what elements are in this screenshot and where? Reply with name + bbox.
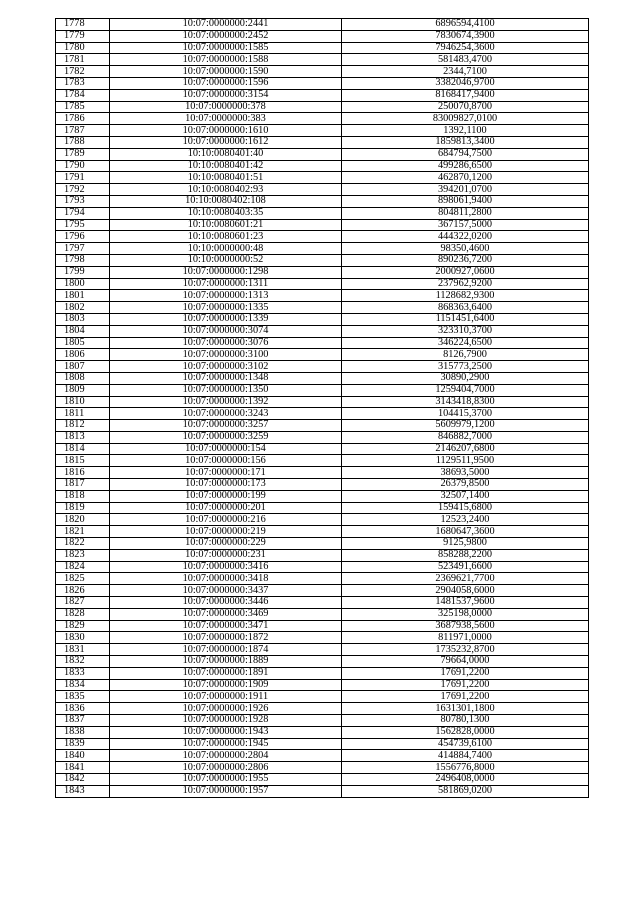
value-cell: 444322,0200 [342,231,589,243]
value-cell: 858288,2200 [342,549,589,561]
table-row [56,30,589,42]
value-cell: 454739,6100 [342,738,589,750]
row-number-cell: 1840 [56,750,110,762]
cadastral-number-cell: 10:07:0000000:1590 [110,66,342,78]
row-number-cell: 1796 [56,231,110,243]
row-number-cell: 1806 [56,349,110,361]
table-body [56,19,589,798]
table-row [56,148,589,160]
value-cell: 2000927,0600 [342,266,589,278]
cadastral-number-cell: 10:07:0000000:156 [110,455,342,467]
row-number-cell: 1801 [56,290,110,302]
table-row [56,254,589,266]
table-row [56,42,589,54]
row-number-cell: 1810 [56,396,110,408]
cadastral-number-cell: 10:07:0000000:3102 [110,361,342,373]
table-row [56,431,589,443]
value-cell: 315773,2500 [342,361,589,373]
row-number-cell: 1807 [56,361,110,373]
cadastral-number-cell: 10:07:0000000:1911 [110,691,342,703]
value-cell: 7946254,3600 [342,42,589,54]
cadastral-number-cell: 10:07:0000000:3437 [110,585,342,597]
value-cell: 237962,9200 [342,278,589,290]
value-cell: 8126,7900 [342,349,589,361]
cadastral-number-cell: 10:07:0000000:1348 [110,372,342,384]
table-row [56,219,589,231]
table-row [56,195,589,207]
row-number-cell: 1813 [56,431,110,443]
value-cell: 250070,8700 [342,101,589,113]
value-cell: 2146207,6800 [342,443,589,455]
table-row [56,231,589,243]
row-number-cell: 1780 [56,42,110,54]
table-row [56,467,589,479]
cadastral-number-cell: 10:07:0000000:199 [110,490,342,502]
cadastral-number-cell: 10:07:0000000:1339 [110,313,342,325]
row-number-cell: 1824 [56,561,110,573]
value-cell: 898061,9400 [342,195,589,207]
cadastral-number-cell: 10:07:0000000:3100 [110,349,342,361]
cadastral-number-cell: 10:10:0080401:51 [110,172,342,184]
value-cell: 581483,4700 [342,54,589,66]
table-row [56,667,589,679]
table-row [56,184,589,196]
row-number-cell: 1826 [56,585,110,597]
table-row [56,89,589,101]
row-number-cell: 1793 [56,195,110,207]
table-row [56,54,589,66]
value-cell: 394201,0700 [342,184,589,196]
table-row [56,349,589,361]
cadastral-number-cell: 10:10:0000000:48 [110,243,342,255]
value-cell: 2496408,0000 [342,774,589,786]
row-number-cell: 1820 [56,514,110,526]
table-row [56,490,589,502]
row-number-cell: 1836 [56,703,110,715]
row-number-cell: 1803 [56,313,110,325]
cadastral-number-cell: 10:10:0080601:21 [110,219,342,231]
table-row [56,620,589,632]
value-cell: 7830674,3900 [342,30,589,42]
row-number-cell: 1787 [56,125,110,137]
cadastral-number-cell: 10:07:0000000:1588 [110,54,342,66]
row-number-cell: 1788 [56,136,110,148]
row-number-cell: 1830 [56,632,110,644]
value-cell: 1259404,7000 [342,384,589,396]
table-row [56,738,589,750]
cadastral-number-cell: 10:07:0000000:216 [110,514,342,526]
row-number-cell: 1817 [56,479,110,491]
row-number-cell: 1811 [56,408,110,420]
value-cell: 38693,5000 [342,467,589,479]
cadastral-number-cell: 10:07:0000000:171 [110,467,342,479]
row-number-cell: 1809 [56,384,110,396]
row-number-cell: 1818 [56,490,110,502]
cadastral-number-cell: 10:07:0000000:3154 [110,89,342,101]
cadastral-number-cell: 10:07:0000000:173 [110,479,342,491]
value-cell: 1151451,6400 [342,313,589,325]
table-row [56,77,589,89]
cadastral-number-cell: 10:07:0000000:3243 [110,408,342,420]
value-cell: 3143418,8300 [342,396,589,408]
value-cell: 98350,4600 [342,243,589,255]
value-cell: 1556776,8000 [342,762,589,774]
table-row [56,408,589,420]
value-cell: 684794,7500 [342,148,589,160]
value-cell: 26379,8500 [342,479,589,491]
value-cell: 3382046,9700 [342,77,589,89]
cadastral-number-cell: 10:07:0000000:2441 [110,19,342,31]
row-number-cell: 1823 [56,549,110,561]
cadastral-number-cell: 10:07:0000000:378 [110,101,342,113]
row-number-cell: 1804 [56,325,110,337]
value-cell: 32507,1400 [342,490,589,502]
cadastral-number-cell: 10:07:0000000:1612 [110,136,342,148]
row-number-cell: 1792 [56,184,110,196]
value-cell: 1128682,9300 [342,290,589,302]
cadastral-number-cell: 10:10:0080401:42 [110,160,342,172]
table-row [56,113,589,125]
table-row [56,396,589,408]
value-cell: 323310,3700 [342,325,589,337]
table-row [56,538,589,550]
table-row [56,479,589,491]
table-row [56,715,589,727]
row-number-cell: 1832 [56,656,110,668]
row-number-cell: 1795 [56,219,110,231]
value-cell: 804811,2800 [342,207,589,219]
cadastral-number-cell: 10:07:0000000:3257 [110,420,342,432]
value-cell: 8168417,9400 [342,89,589,101]
cadastral-number-cell: 10:07:0000000:3076 [110,337,342,349]
table-row [56,455,589,467]
row-number-cell: 1816 [56,467,110,479]
cadastral-number-cell: 10:07:0000000:1610 [110,125,342,137]
value-cell: 1481537,9600 [342,597,589,609]
cadastral-number-cell: 10:07:0000000:1943 [110,726,342,738]
row-number-cell: 1821 [56,526,110,538]
row-number-cell: 1842 [56,774,110,786]
table-row [56,243,589,255]
value-cell: 3687938,5600 [342,620,589,632]
table-row [56,585,589,597]
table-row [56,207,589,219]
table-row [56,750,589,762]
row-number-cell: 1833 [56,667,110,679]
cadastral-number-cell: 10:07:0000000:1311 [110,278,342,290]
row-number-cell: 1808 [56,372,110,384]
cadastral-number-cell: 10:07:0000000:3259 [110,431,342,443]
table-row [56,313,589,325]
row-number-cell: 1812 [56,420,110,432]
row-number-cell: 1785 [56,101,110,113]
table-row [56,443,589,455]
value-cell: 6896594,4100 [342,19,589,31]
value-cell: 12523,2400 [342,514,589,526]
table-row [56,703,589,715]
value-cell: 104415,3700 [342,408,589,420]
value-cell: 846882,7000 [342,431,589,443]
row-number-cell: 1814 [56,443,110,455]
row-number-cell: 1802 [56,302,110,314]
value-cell: 367157,5000 [342,219,589,231]
table-row [56,526,589,538]
value-cell: 2904058,6000 [342,585,589,597]
value-cell: 1562828,0000 [342,726,589,738]
value-cell: 1129511,9500 [342,455,589,467]
table-row [56,549,589,561]
value-cell: 346224,6500 [342,337,589,349]
row-number-cell: 1827 [56,597,110,609]
row-number-cell: 1837 [56,715,110,727]
cadastral-number-cell: 10:10:0080601:23 [110,231,342,243]
table-row [56,361,589,373]
value-cell: 5609979,1200 [342,420,589,432]
cadastral-number-cell: 10:07:0000000:1350 [110,384,342,396]
row-number-cell: 1800 [56,278,110,290]
row-number-cell: 1843 [56,785,110,797]
cadastral-number-cell: 10:07:0000000:2804 [110,750,342,762]
table-row [56,561,589,573]
value-cell: 83009827,0100 [342,113,589,125]
table-row [56,691,589,703]
row-number-cell: 1786 [56,113,110,125]
value-cell: 811971,0000 [342,632,589,644]
table-row [56,66,589,78]
value-cell: 890236,7200 [342,254,589,266]
cadastral-number-cell: 10:10:0080403:35 [110,207,342,219]
cadastral-number-cell: 10:07:0000000:1945 [110,738,342,750]
table-row [56,785,589,797]
cadastral-number-cell: 10:10:0080402:93 [110,184,342,196]
row-number-cell: 1778 [56,19,110,31]
cadastral-number-cell: 10:07:0000000:1957 [110,785,342,797]
value-cell: 325198,0000 [342,608,589,620]
row-number-cell: 1790 [56,160,110,172]
table-row [56,19,589,31]
table-row [56,762,589,774]
value-cell: 30890,2900 [342,372,589,384]
table-row [56,502,589,514]
row-number-cell: 1835 [56,691,110,703]
row-number-cell: 1783 [56,77,110,89]
row-number-cell: 1839 [56,738,110,750]
cadastral-number-cell: 10:07:0000000:383 [110,113,342,125]
table-row [56,372,589,384]
cadastral-table [55,18,589,798]
value-cell: 1680647,3600 [342,526,589,538]
value-cell: 1735232,8700 [342,644,589,656]
row-number-cell: 1799 [56,266,110,278]
row-number-cell: 1784 [56,89,110,101]
table-row [56,266,589,278]
row-number-cell: 1825 [56,573,110,585]
row-number-cell: 1794 [56,207,110,219]
row-number-cell: 1841 [56,762,110,774]
value-cell: 581869,0200 [342,785,589,797]
table-row [56,420,589,432]
cadastral-number-cell: 10:07:0000000:229 [110,538,342,550]
cadastral-number-cell: 10:07:0000000:1891 [110,667,342,679]
value-cell: 1392,1100 [342,125,589,137]
cadastral-number-cell: 10:07:0000000:1313 [110,290,342,302]
value-cell: 868363,6400 [342,302,589,314]
table-row [56,597,589,609]
table-row [56,679,589,691]
cadastral-number-cell: 10:07:0000000:1926 [110,703,342,715]
table-row [56,774,589,786]
cadastral-number-cell: 10:07:0000000:1335 [110,302,342,314]
value-cell: 9125,9800 [342,538,589,550]
value-cell: 1631301,1800 [342,703,589,715]
value-cell: 462870,1200 [342,172,589,184]
value-cell: 79664,0000 [342,656,589,668]
row-number-cell: 1782 [56,66,110,78]
cadastral-number-cell: 10:07:0000000:2452 [110,30,342,42]
value-cell: 17691,2200 [342,691,589,703]
cadastral-number-cell: 10:07:0000000:1298 [110,266,342,278]
table-row [56,337,589,349]
cadastral-number-cell: 10:10:0080401:40 [110,148,342,160]
table-row [56,632,589,644]
row-number-cell: 1828 [56,608,110,620]
table-row [56,136,589,148]
cadastral-number-cell: 10:07:0000000:3416 [110,561,342,573]
cadastral-number-cell: 10:07:0000000:1874 [110,644,342,656]
row-number-cell: 1781 [56,54,110,66]
value-cell: 17691,2200 [342,667,589,679]
cadastral-number-cell: 10:07:0000000:3418 [110,573,342,585]
row-number-cell: 1838 [56,726,110,738]
cadastral-number-cell: 10:07:0000000:3469 [110,608,342,620]
row-number-cell: 1805 [56,337,110,349]
row-number-cell: 1822 [56,538,110,550]
table-row [56,302,589,314]
cadastral-number-cell: 10:07:0000000:1872 [110,632,342,644]
table-row [56,325,589,337]
table-row [56,514,589,526]
value-cell: 159415,6800 [342,502,589,514]
row-number-cell: 1779 [56,30,110,42]
cadastral-number-cell: 10:07:0000000:1928 [110,715,342,727]
cadastral-number-cell: 10:07:0000000:1909 [110,679,342,691]
cadastral-number-cell: 10:07:0000000:1392 [110,396,342,408]
table-row [56,290,589,302]
table-row [56,656,589,668]
row-number-cell: 1789 [56,148,110,160]
table-row [56,644,589,656]
row-number-cell: 1791 [56,172,110,184]
value-cell: 499286,6500 [342,160,589,172]
cadastral-number-cell: 10:07:0000000:219 [110,526,342,538]
row-number-cell: 1815 [56,455,110,467]
cadastral-number-cell: 10:07:0000000:231 [110,549,342,561]
table-row [56,125,589,137]
row-number-cell: 1834 [56,679,110,691]
cadastral-number-cell: 10:07:0000000:3446 [110,597,342,609]
row-number-cell: 1797 [56,243,110,255]
table-row [56,726,589,738]
cadastral-number-cell: 10:07:0000000:201 [110,502,342,514]
cadastral-number-cell: 10:07:0000000:1585 [110,42,342,54]
value-cell: 414884,7400 [342,750,589,762]
cadastral-number-cell: 10:07:0000000:1596 [110,77,342,89]
cadastral-number-cell: 10:07:0000000:154 [110,443,342,455]
cadastral-number-cell: 10:07:0000000:1889 [110,656,342,668]
value-cell: 523491,6600 [342,561,589,573]
cadastral-number-cell: 10:07:0000000:3074 [110,325,342,337]
cadastral-number-cell: 10:07:0000000:3471 [110,620,342,632]
cadastral-number-cell: 10:07:0000000:1955 [110,774,342,786]
table-row [56,172,589,184]
table-row [56,278,589,290]
row-number-cell: 1831 [56,644,110,656]
value-cell: 80780,1300 [342,715,589,727]
cadastral-number-cell: 10:07:0000000:2806 [110,762,342,774]
cadastral-number-cell: 10:10:0080402:108 [110,195,342,207]
row-number-cell: 1819 [56,502,110,514]
row-number-cell: 1798 [56,254,110,266]
table-row [56,101,589,113]
table-row [56,573,589,585]
value-cell: 2369621,7700 [342,573,589,585]
value-cell: 2344,7100 [342,66,589,78]
value-cell: 17691,2200 [342,679,589,691]
value-cell: 1859813,3400 [342,136,589,148]
table-row [56,608,589,620]
table-row [56,384,589,396]
cadastral-number-cell: 10:10:0000000:52 [110,254,342,266]
row-number-cell: 1829 [56,620,110,632]
table-row [56,160,589,172]
